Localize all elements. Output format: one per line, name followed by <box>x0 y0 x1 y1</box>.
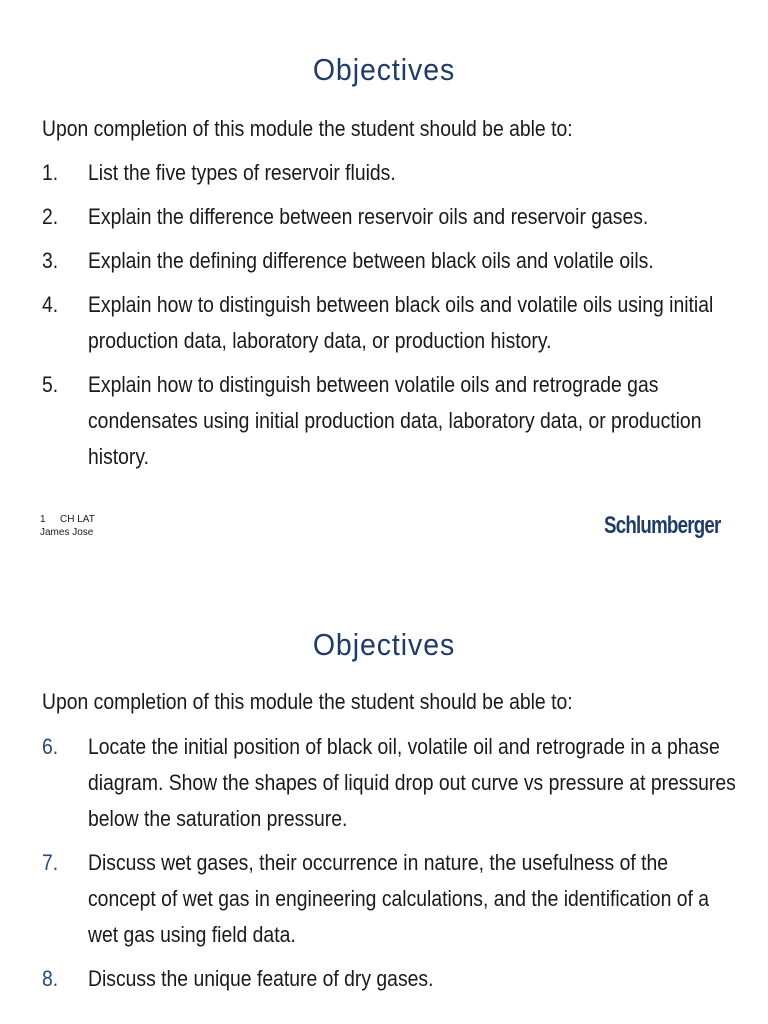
footer-code: CH LAT <box>60 514 95 525</box>
item-text: List the five types of reservoir fluids. <box>88 160 396 185</box>
item-number: 2. <box>42 204 59 229</box>
item-text: Explain the defining difference between black oils and volatile oils. <box>88 248 654 273</box>
item-text: Locate the initial position of black oil, volatile oil and retrograde in a phase diagram. Show the shapes of liquid drop out curve vs pressure at pressures below the saturation pressure. <box>88 734 736 831</box>
item-number: 5. <box>42 372 59 397</box>
list-item <box>42 961 742 997</box>
list-item <box>42 155 742 191</box>
item-text: Explain how to distinguish between volatile oils and retrograde gas condensates using initial production data, laboratory data, or production history. <box>88 372 702 469</box>
footer-author: James Jose <box>40 527 94 538</box>
list-item <box>42 243 742 279</box>
item-number: 7. <box>42 850 59 875</box>
objectives-list <box>42 155 742 483</box>
slide-intro: Upon completion of this module the student should be able to: <box>42 689 573 714</box>
list-item <box>42 199 742 235</box>
list-item <box>42 287 742 359</box>
slide-title: Objectives <box>312 52 456 87</box>
slide-title: Objectives <box>312 627 456 662</box>
item-text: Discuss the unique feature of dry gases. <box>88 966 434 991</box>
item-text: Explain how to distinguish between black oils and volatile oils using initial production data, laboratory data, or production history. <box>88 292 714 353</box>
item-number: 1. <box>42 160 59 185</box>
item-number: 4. <box>42 292 59 317</box>
footer-page-number: 1 <box>40 514 46 525</box>
list-item <box>42 729 742 837</box>
slide-2 <box>0 575 768 1024</box>
item-number: 3. <box>42 248 59 273</box>
item-number: 8. <box>42 966 59 991</box>
item-text: Discuss wet gases, their occurrence in nature, the usefulness of the concept of wet gas in engineering calculations, and the identification of a wet gas using field data. <box>88 850 710 947</box>
list-item <box>42 845 742 953</box>
item-text: Explain the difference between reservoir oils and reservoir gases. <box>88 204 649 229</box>
list-item <box>42 367 742 475</box>
slide-intro: Upon completion of this module the student should be able to: <box>42 116 573 141</box>
item-number: 6. <box>42 734 59 759</box>
schlumberger-logo: Schlumberger <box>604 512 721 539</box>
objectives-list <box>42 729 742 1005</box>
